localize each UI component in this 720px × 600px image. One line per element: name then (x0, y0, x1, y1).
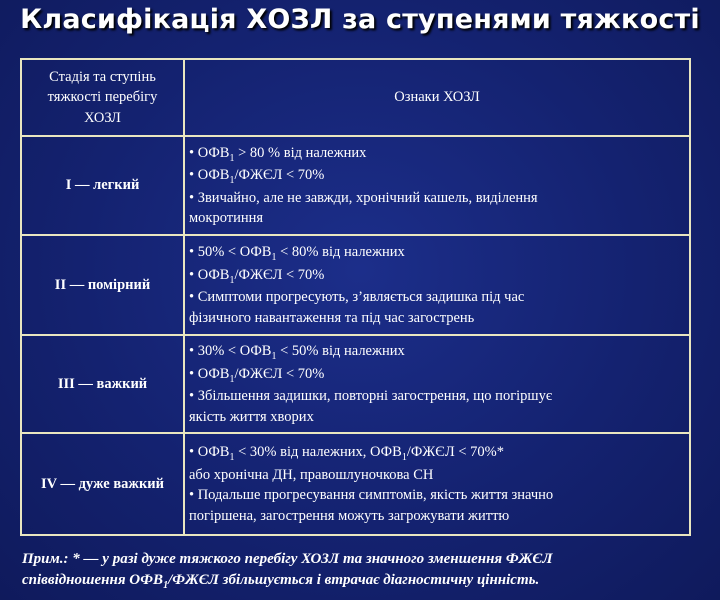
sign-line: • $ОФВ_1 < 30\%$ від належних, $ОФВ_1$/ФЖЄЛ < 70%* (189, 444, 504, 463)
signs-cell (184, 433, 690, 535)
footnote (22, 549, 712, 592)
stage-cell: I — легкий (21, 136, 184, 235)
copd-classification-table (20, 58, 691, 536)
sign-line: • $ОФВ_1 > 80$ % від належних (189, 144, 367, 164)
stage-column-header (21, 59, 184, 136)
signs-column-header: Ознаки ХОЗЛ (184, 59, 690, 136)
sign-line: або хронічна ДН, правошлуночкова СН (189, 466, 434, 483)
sign-line: • $30\% < ОФВ_1 < 50\%$ від належних (189, 343, 405, 362)
stage-cell: IV — дуже важкий (21, 433, 184, 535)
sign-line: • $50\% < ОФВ_1 < 80\%$ від належних (189, 244, 405, 263)
footnote-line: Прим.: * — у разі дуже тяжкого перебігу ХОЗЛ та значного зменшення ФЖЄЛ (22, 551, 553, 567)
sign-line: якість життя хворих (189, 408, 314, 425)
stage-cell: III — важкий (21, 335, 184, 433)
table-row (21, 433, 690, 535)
sign-line: • Звичайно, але не завжди, хронічний кашель, виділення (189, 189, 538, 206)
footnote-line: співвідношення $ОФВ_1$/ФЖЄЛ збільшується і втрачає діагностичну цінність. (22, 572, 540, 591)
sign-line: • Симптоми прогресують, з’являється задишка під час (189, 289, 525, 305)
sign-line: мокротиння (189, 210, 264, 226)
table-row (21, 235, 690, 335)
sign-line: • Збільшення задишки, повторні загострення, що погіршує (189, 388, 553, 404)
signs-cell (184, 136, 690, 235)
stage-cell: II — помірний (21, 235, 184, 335)
sign-line: • $ОФВ_1$/ФЖЄЛ < 70% (189, 365, 325, 385)
sign-line: • Подальше прогресування симптомів, якість життя значно (189, 487, 554, 503)
sign-line: фізичного навантаження та під час загострень (189, 309, 475, 326)
signs-cell (184, 335, 690, 433)
sign-line: погіршена, загострення можуть загрожувати життю (189, 507, 510, 524)
stage-header-line: тяжкості перебігу (47, 89, 158, 106)
sign-line: • $ОФВ_1$/ФЖЄЛ < 70% (189, 167, 325, 186)
page-title: Класифікація ХОЗЛ за ступенями тяжкості (20, 4, 700, 35)
table-row (21, 335, 690, 433)
sign-line: • $ОФВ_1$/ФЖЄЛ < 70% (189, 266, 325, 286)
stage-header-line: ХОЗЛ (84, 109, 121, 126)
stage-header-line: Стадія та ступінь (49, 68, 156, 85)
table-row (21, 136, 690, 235)
signs-cell (184, 235, 690, 335)
table-header-row (21, 59, 690, 136)
